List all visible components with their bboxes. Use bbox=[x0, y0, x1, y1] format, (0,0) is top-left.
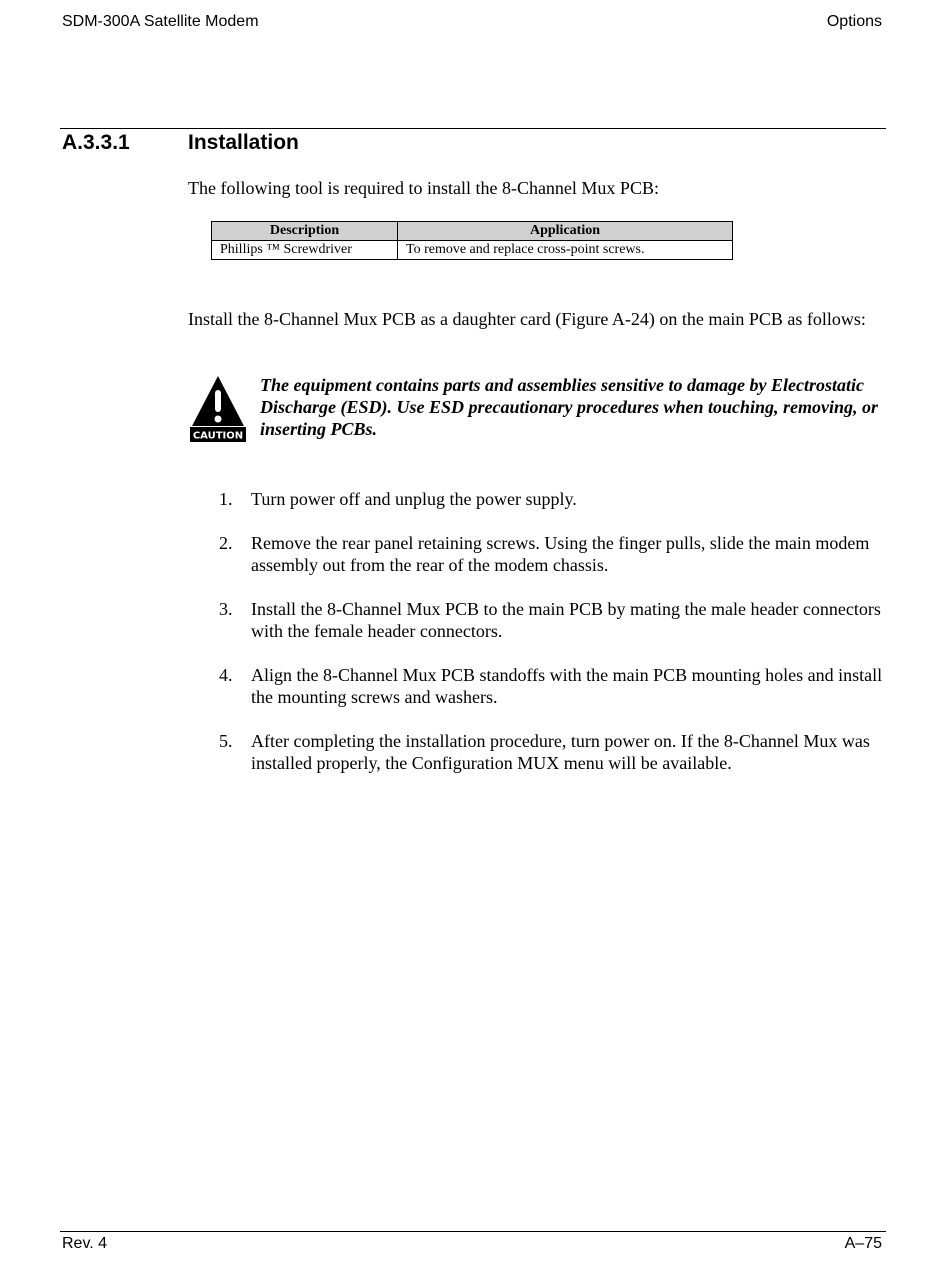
section-title: Installation bbox=[188, 131, 299, 154]
table-header-description: Description bbox=[212, 222, 398, 241]
step-text: Remove the rear panel retaining screws. Using the finger pulls, slide the main modem assembly out from the rear of the modem chassis. bbox=[251, 533, 870, 575]
intro-paragraph: The following tool is required to install the 8-Channel Mux PCB: bbox=[188, 178, 659, 198]
list-item bbox=[211, 488, 891, 510]
list-item bbox=[211, 664, 891, 708]
table-row bbox=[212, 241, 733, 260]
section-number: A.3.3.1 bbox=[62, 131, 130, 154]
step-text: Install the 8-Channel Mux PCB to the main PCB by mating the male header connectors with the female header connectors. bbox=[251, 599, 881, 641]
caution-triangle-icon bbox=[190, 374, 246, 442]
running-header-section: Options bbox=[826, 13, 882, 30]
footer-divider bbox=[60, 1231, 886, 1232]
list-item bbox=[211, 598, 891, 642]
caution-text: The equipment contains parts and assemblies sensitive to damage by Electrostatic Discharge (ESD). Use ESD precautionary procedures when touching, removing, or inserting PCBs. bbox=[260, 375, 879, 439]
install-paragraph: Install the 8-Channel Mux PCB as a daughter card (Figure A-24) on the main PCB as follows: bbox=[188, 309, 866, 329]
step-number: 5. bbox=[219, 731, 233, 751]
footer-revision: Rev. 4 bbox=[62, 1235, 108, 1252]
footer-page-number: A–75 bbox=[844, 1235, 882, 1252]
list-item bbox=[211, 730, 891, 774]
table-header-row bbox=[212, 222, 733, 241]
step-text: After completing the installation procedure, turn power on. If the 8-Channel Mux was installed properly, the Configuration MUX menu will be available. bbox=[251, 731, 870, 773]
running-header-title: SDM-300A Satellite Modem bbox=[62, 13, 259, 30]
tool-table bbox=[211, 221, 733, 260]
table-header-application: Application bbox=[398, 222, 733, 241]
step-text: Turn power off and unplug the power supply. bbox=[251, 489, 577, 509]
step-number: 2. bbox=[219, 533, 233, 553]
table-cell-application: To remove and replace cross-point screws. bbox=[398, 241, 733, 260]
list-item bbox=[211, 532, 891, 576]
installation-steps bbox=[211, 488, 891, 796]
step-text: Align the 8-Channel Mux PCB standoffs with the main PCB mounting holes and install the mounting screws and washers. bbox=[251, 665, 883, 707]
caution-icon-label: CAUTION bbox=[192, 430, 244, 442]
step-number: 4. bbox=[219, 665, 233, 685]
step-number: 3. bbox=[219, 599, 233, 619]
table-cell-description: Phillips ™ Screwdriver bbox=[212, 241, 398, 260]
section-divider bbox=[60, 128, 886, 129]
step-number: 1. bbox=[219, 489, 233, 509]
